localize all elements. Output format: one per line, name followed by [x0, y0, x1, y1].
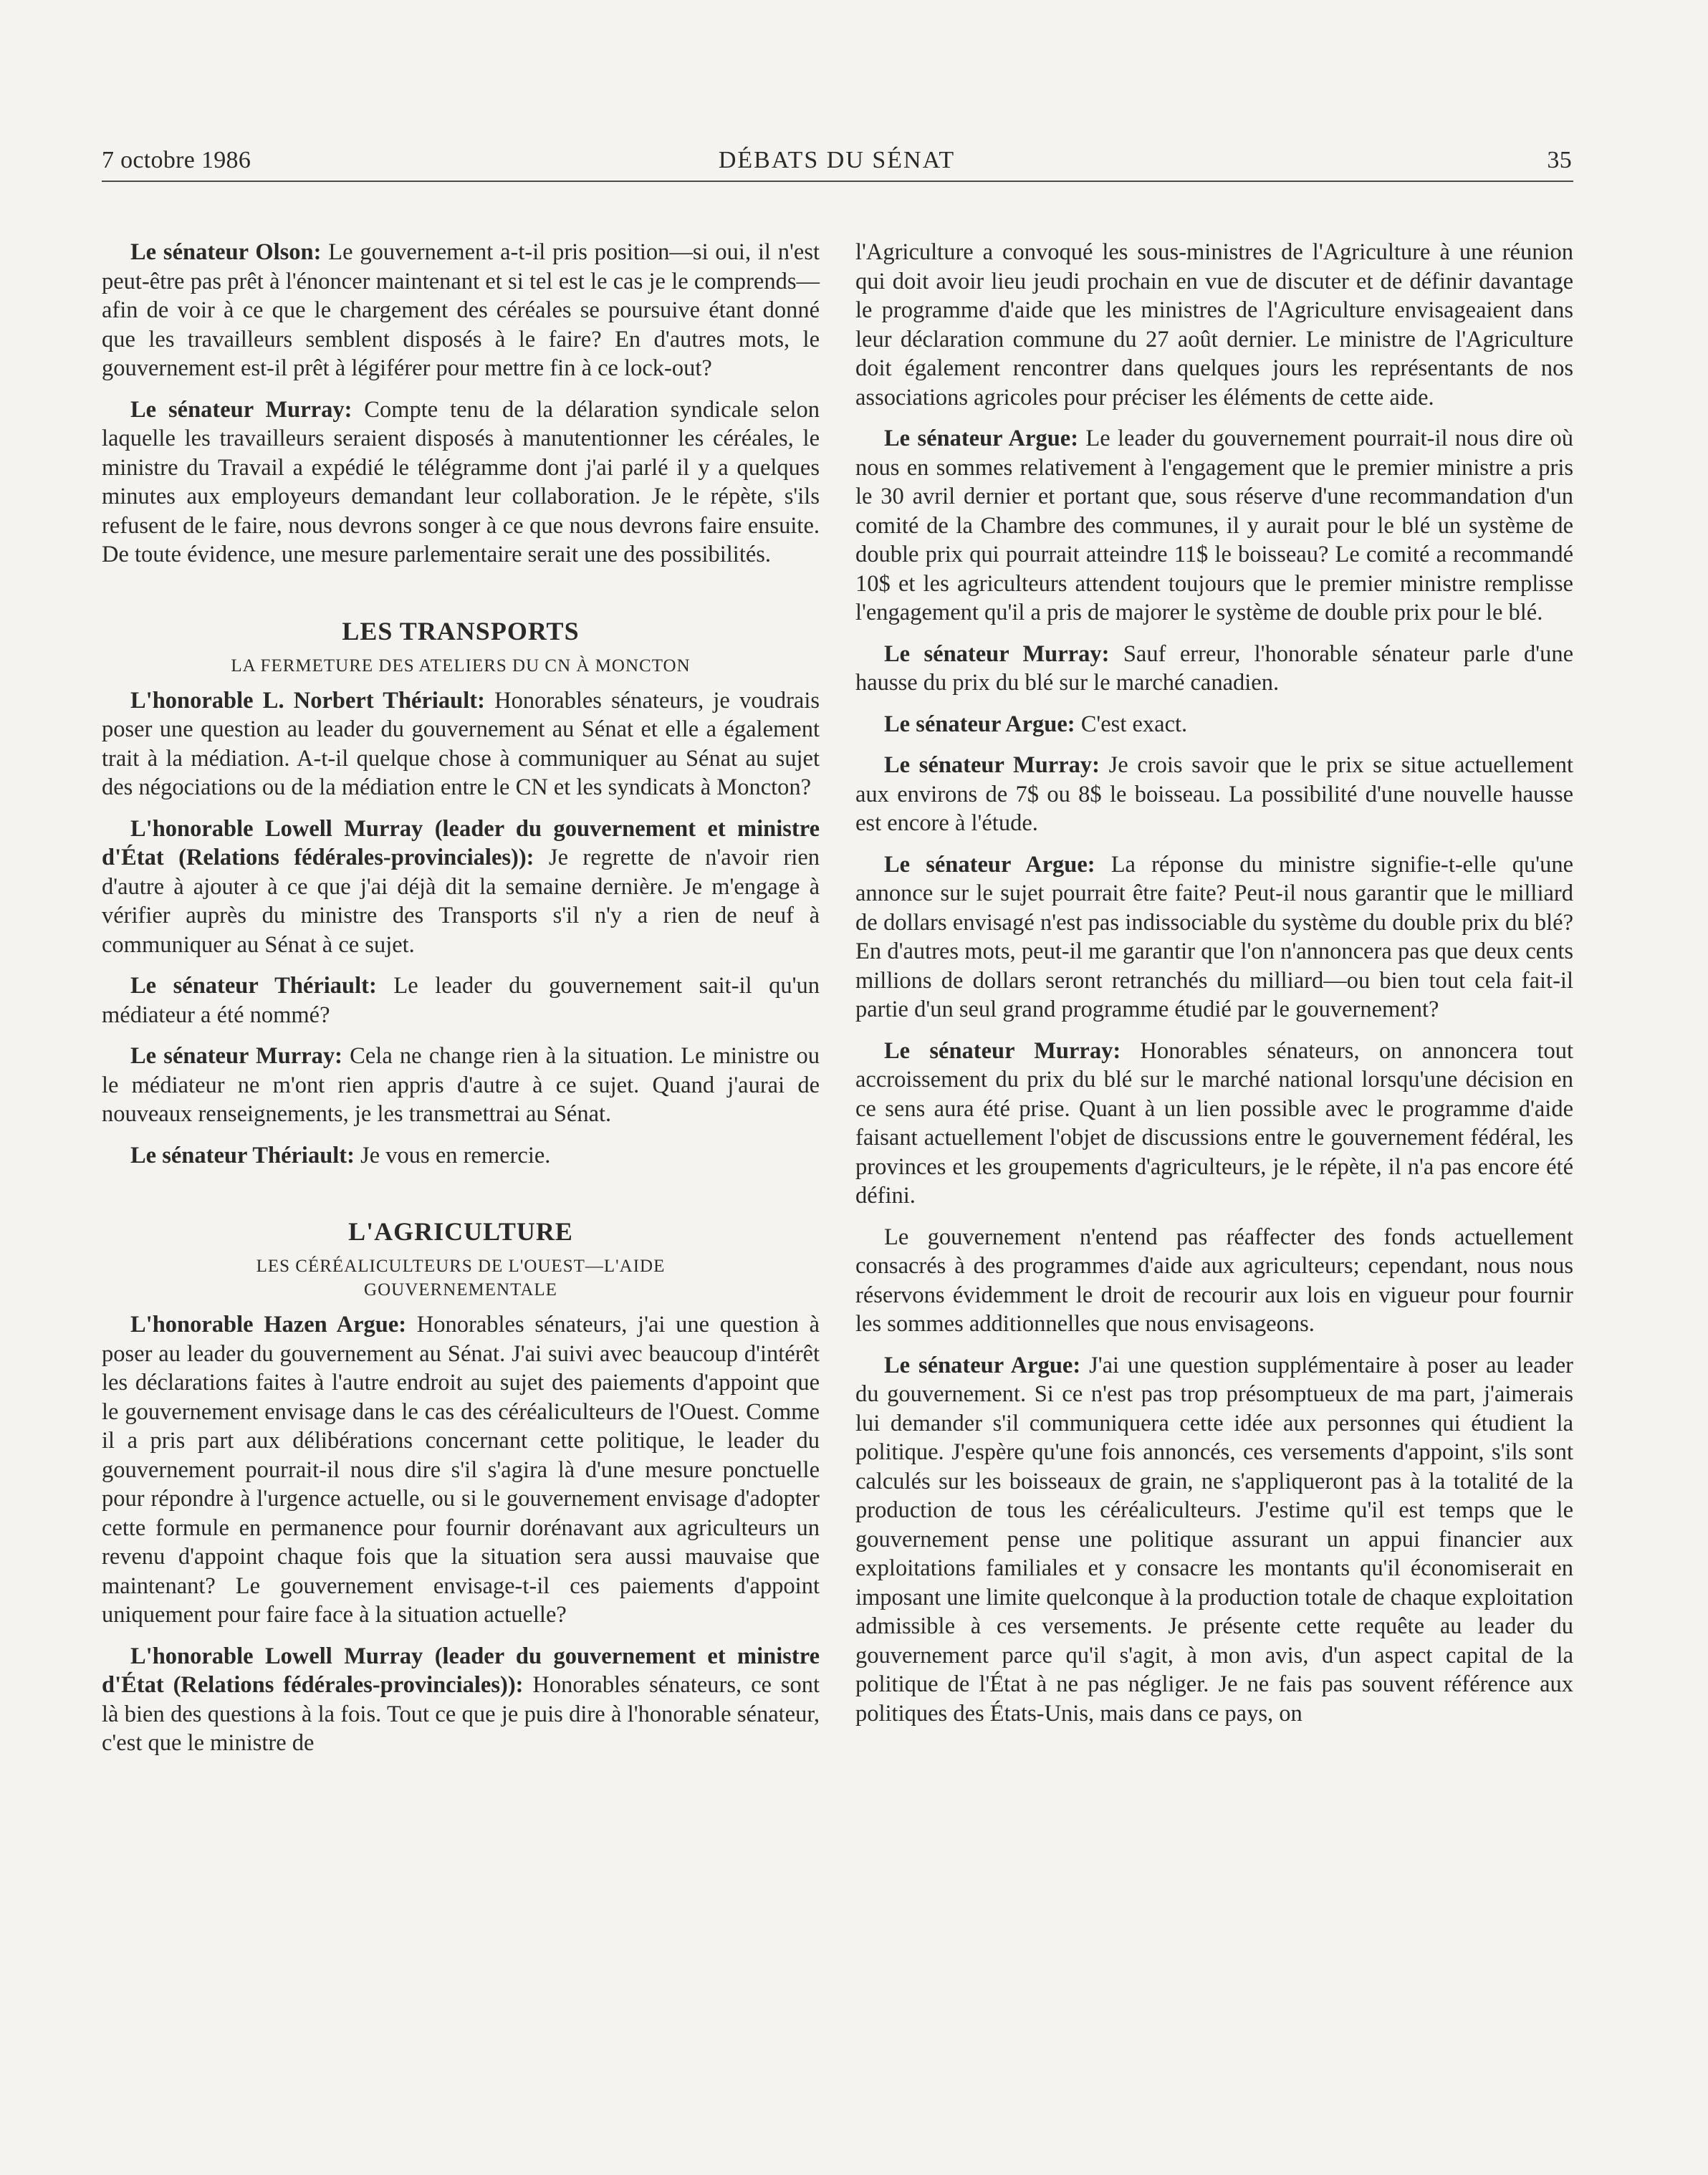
speaker-name: Le sénateur Murray: [130, 1043, 342, 1069]
paragraph [855, 1351, 1573, 1729]
paragraph [855, 751, 1573, 838]
speech-text: Je crois savoir que le prix se situe actuellement aux environs de 7$ ou 8$ le boisseau. La possibilité d'une nouvelle hausse est encore à l'étude. [855, 752, 1573, 836]
speech-text: Compte tenu de la délaration syndicale selon laquelle les travailleurs seraient disposés à manutentionner les céréales, le ministre du Travail a expédié le télégramme dont j'ai parlé il y a quelques minutes aux employeurs demandant leur collaboration. Je le répète, s'ils refusent de le faire, nous devrons songer à ce que nous devrons faire ensuite. De toute évidence, une mesure parlementaire serait une des possibilités. [102, 396, 820, 567]
speaker-name: Le sénateur Murray: [130, 396, 352, 423]
paragraph [855, 1037, 1573, 1211]
subheading-line: GOUVERNEMENTALE [364, 1280, 557, 1300]
paragraph [102, 686, 820, 802]
speaker-name: Le sénateur Murray: [884, 1037, 1121, 1064]
speech-text: Le gouvernement n'entend pas réaffecter des fonds actuellement consacrés à des programmes d'aide aux agriculteurs; cependant, nous nous réservons évidemment le droit de recourir aux lois en vigueur pour fournir les sommes additionnelles que nous envisageons. [855, 1224, 1573, 1337]
speaker-name: Le sénateur Argue: [884, 851, 1095, 878]
page-number: 35 [1547, 147, 1572, 173]
paragraph-continued [855, 238, 1573, 412]
speaker-name: L'honorable L. Norbert Thériault: [130, 687, 485, 714]
section-heading-agriculture: L'AGRICULTURE [348, 1217, 573, 1246]
paragraph [102, 1042, 820, 1129]
speech-text: Je vous en remercie. [354, 1142, 551, 1168]
running-header [102, 147, 1572, 181]
speech-text: Cela ne change rien à la situation. Le ministre ou le médiateur ne m'ont rien appris d'autre à ce sujet. Quand j'aurai de nouveaux renseignements, je les transmettrai au Sénat. [102, 1043, 820, 1127]
speech-text: Honorables sénateurs, je voudrais poser une question au leader du gouvernement au Sénat et elle a également trait à la médiation. A-t-il quelque chose à communiquer au Sénat au sujet des négociations ou de la médiation entre le CN et les syndicats à Moncton? [102, 687, 820, 800]
section-subheading-moncton: LA FERMETURE DES ATELIERS DU CN À MONCTON [231, 656, 691, 676]
header-title: DÉBATS DU SÉNAT [718, 147, 956, 173]
paragraph [855, 1223, 1573, 1339]
speaker-name: Le sénateur Argue: [884, 711, 1075, 737]
paragraph [102, 1141, 820, 1171]
speech-text: C'est exact. [1075, 711, 1188, 737]
speaker-name: Le sénateur Murray: [884, 752, 1100, 778]
paragraph [855, 710, 1573, 739]
speech-text: Honorables sénateurs, on annoncera tout accroissement du prix du blé sur le marché national lorsqu'une décision en ce sens aura été prise. Quant à un lien possible avec le programme d'aide faisant actuellement l'objet de discussions entre le gouvernement fédéral, les provinces et les groupements d'agriculteurs, je le répète, il n'a pas encore été défini. [855, 1037, 1574, 1209]
speaker-name: L'honorable Lowell Murray (leader du gouvernement et ministre d'État (Relations fédérales-provinciales)): [102, 815, 820, 870]
subheading-line: LES CÉRÉALICULTEURS DE L'OUEST—L'AIDE [256, 1257, 666, 1276]
paragraph [102, 1642, 820, 1758]
speech-text: Honorables sénateurs, ce sont là bien des questions à la fois. Tout ce que je puis dire à l'honorable sénateur, c'est que le ministre de [102, 1672, 820, 1756]
left-column [102, 238, 820, 1770]
right-column [855, 238, 1573, 1740]
speaker-name: L'honorable Hazen Argue: [130, 1312, 407, 1338]
paragraph [102, 815, 820, 960]
paragraph [102, 395, 820, 570]
speaker-name: Le sénateur Thériault: [130, 1142, 355, 1168]
paragraph [102, 1310, 820, 1630]
speech-text: Honorables sénateurs, j'ai une question à poser au leader du gouvernement au Sénat. J'ai suivi avec beaucoup d'intérêt les déclarations faites à l'autre endroit au sujet des paiements d'appoint que le gouvernement envisage dans le cas des céréaliculteurs de l'Ouest. Comme il a pris part aux délibérations concernant cette politique, le leader du gouvernement pourrait-il nous dire s'il s'agira là d'une mesure ponctuelle pour répondre à l'urgence actuelle, ou si le gouvernement envisage d'adopter cette formule en permanence pour fournir dorénavant aux agriculteurs un revenu d'appoint chaque fois que la situation sera aussi mauvaise que maintenant? Le gouvernement envisage-t-il ces paiements d'appoint uniquement pour faire face à la situation actuelle? [102, 1312, 820, 1628]
paragraph [102, 971, 820, 1029]
speech-text: Le leader du gouvernement pourrait-il nous dire où nous en sommes relativement à l'engagement que le premier ministre a pris le 30 avril dernier et portant que, sous réserve d'une recommandation d'un comité de la Chambre des communes, il y aurait pour le blé un système de double prix qui pourrait atteindre 11$ le boisseau? Le comité a recommandé 10$ et les agriculteurs attendent toujours que le premier ministre remplisse l'engagement qu'il a pris de majorer le système de double prix pour le blé. [855, 426, 1574, 625]
speaker-name: Le sénateur Thériault: [130, 973, 377, 999]
speech-text: Le gouvernement a-t-il pris position—si oui, il n'est peut-être pas prêt à l'énoncer maintenant et si tel est le cas je le comprends—afin de voir à ce que le chargement des céréales se poursuive étant donné que les travailleurs semblent disposés à le faire? En d'autres mots, le gouvernement est-il prêt à légiférer pour mettre fin à ce lock-out? [102, 239, 820, 381]
speaker-name: Le sénateur Murray: [884, 640, 1110, 667]
speaker-name: Le sénateur Argue: [884, 1352, 1081, 1378]
speech-text: J'ai une question supplémentaire à poser au leader du gouvernement. Si ce n'est pas trop présomptueux de ma part, j'aimerais lui demander s'il communiquera cette idée aux personnes qui étudient la politique. J'espère qu'une fois annoncés, ces versements d'appoint, s'ils sont calculés sur les boisseaux de grain, ne s'appliqueront pas à la totalité de la production de tous les céréaliculteurs. J'estime qu'il est temps que le gouvernement pense une politique assurant un appui financier aux exploitations familiales et y consacre les montants qu'il économiserait en imposant une limite quelconque à la production totale de chaque exploitation admissible à ces versements. Je présente cette requête au leader du gouvernement parce qu'il s'agit, à mon avis, d'un aspect capital de la politique de l'État à ne pas négliger. Je ne fais pas souvent référence aux politiques des États-Unis, mais dans ce pays, on [855, 1352, 1573, 1727]
paragraph [102, 238, 820, 383]
speech-text: l'Agriculture a convoqué les sous-ministres de l'Agriculture à une réunion qui doit avoir lieu jeudi prochain en vue de discuter et de définir davantage le programme d'aide que les ministres de l'Agriculture envisageaient dans leur déclaration commune du 27 août dernier. Le ministre de l'Agriculture doit également rencontrer dans quelques jours les représentants de nos associations agricoles pour préciser les éléments de cette aide. [855, 239, 1573, 410]
speaker-name: Le sénateur Olson: [130, 239, 322, 265]
paragraph [855, 850, 1573, 1024]
speech-text: Le leader du gouvernement sait-il qu'un médiateur a été nommé? [102, 973, 820, 1028]
speech-text: La réponse du ministre signifie-t-elle qu'une annonce sur le sujet pourrait être faite? Peut-il nous garantir que le milliard de dollars envisagé n'est pas indissociable du système du double prix du blé? En d'autres mots, peut-il me garantir que l'on n'annoncera pas que deux cents millions de dollars seront retranchés du milliard—ou bien tout cela fait-il partie d'un seul grand programme étudié par le gouvernement? [855, 851, 1573, 1022]
section-subheading-cerealiculteurs [102, 1254, 820, 1302]
speaker-name: L'honorable Lowell Murray (leader du gouvernement et ministre d'État (Relations fédérales-provinciales)): [102, 1643, 820, 1698]
header-date: 7 octobre 1986 [102, 147, 251, 173]
speech-text: Je regrette de n'avoir rien d'autre à ajouter à ce que j'ai déjà dit la semaine dernière. Je m'engage à vérifier auprès du ministre des Transports s'il n'y a rien de neuf à communiquer au Sénat à ce sujet. [102, 845, 820, 958]
section-heading-transports: LES TRANSPORTS [342, 616, 580, 645]
speech-text: Sauf erreur, l'honorable sénateur parle d'une hausse du prix du blé sur le marché canadien. [855, 640, 1573, 696]
paragraph [855, 424, 1573, 628]
speaker-name: Le sénateur Argue: [884, 426, 1079, 451]
paragraph [855, 640, 1573, 698]
header-rule [102, 181, 1573, 182]
